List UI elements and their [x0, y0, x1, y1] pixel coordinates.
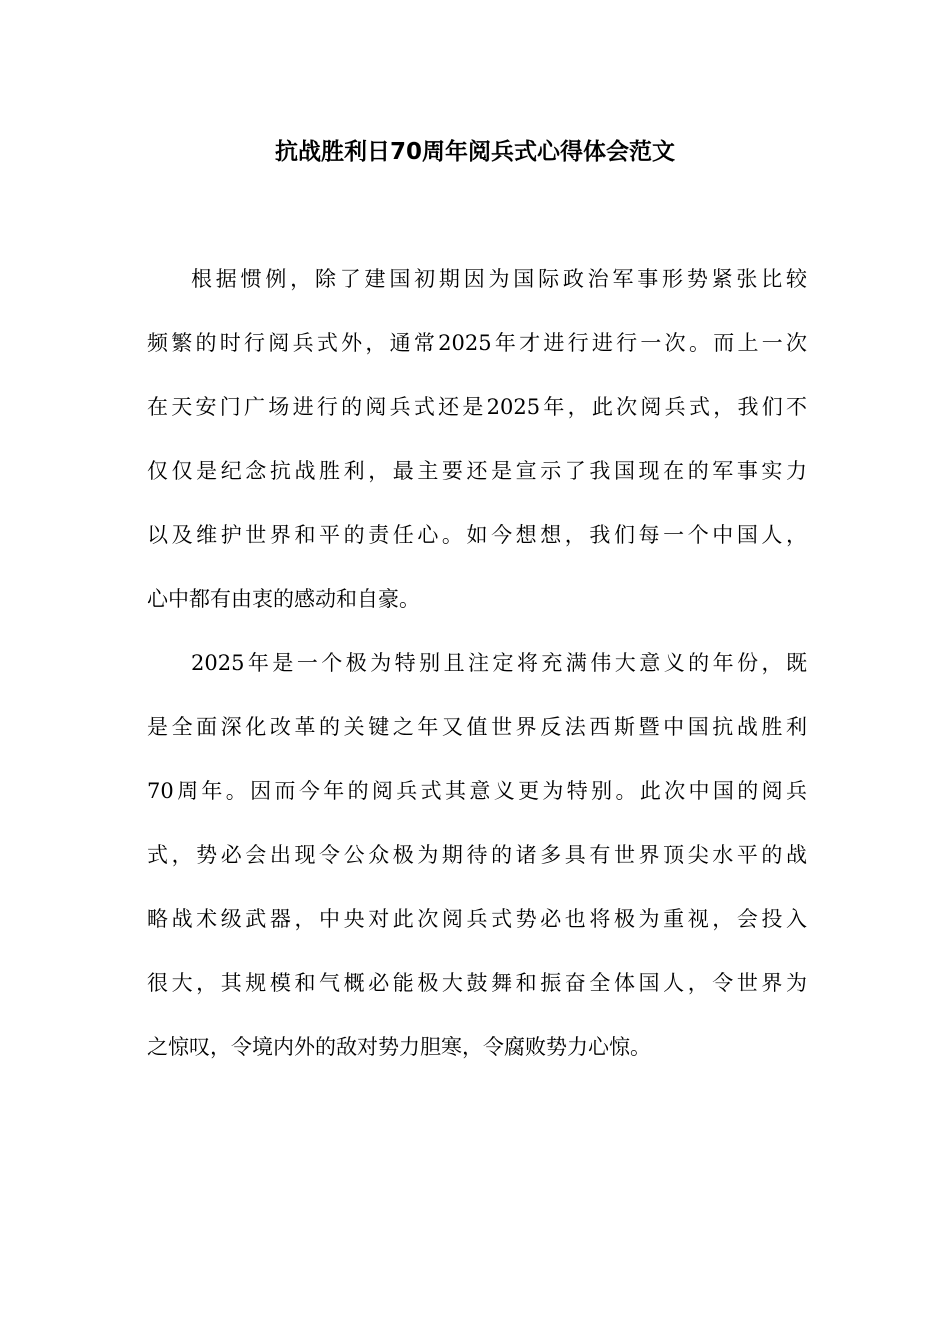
paragraph [147, 257, 807, 622]
paragraph-line: 在天安门广场进行的阅兵式还是2025年，此次阅兵式，我们不 [147, 395, 807, 419]
paragraph-line: 以及维护世界和平的责任心。如今想想，我们每一个中国人， [147, 523, 807, 547]
paragraph-line: 根据惯例，除了建国初期因为国际政治军事形势紧张比较 [191, 267, 807, 291]
document-title: 抗战胜利日70周年阅兵式心得体会范文 [274, 139, 675, 165]
paragraph-line: 心中都有由衷的感动和自豪。 [147, 587, 420, 611]
paragraph-line: 是全面深化改革的关键之年又值世界反法西斯暨中国抗战胜利 [147, 715, 807, 739]
paragraph-line: 略战术级武器，中央对此次阅兵式势必也将极为重视，会投入 [147, 907, 807, 931]
paragraph-line: 仅仅是纪念抗战胜利，最主要还是宣示了我国现在的军事实力 [147, 459, 807, 483]
paragraph-line: 很大，其规模和气概必能极大鼓舞和振奋全体国人，令世界为 [147, 971, 807, 995]
paragraph-line: 70周年。因而今年的阅兵式其意义更为特别。此次中国的阅兵 [147, 779, 807, 803]
paragraph-line: 式，势必会出现令公众极为期待的诸多具有世界顶尖水平的战 [147, 843, 807, 867]
document-body [147, 257, 807, 1089]
paragraph-line: 频繁的时行阅兵式外，通常2025年才进行进行一次。而上一次 [147, 331, 807, 355]
paragraph [147, 641, 807, 1070]
paragraph-line: 之惊叹，令境内外的敌对势力胆寒，令腐败势力心惊。 [147, 1035, 651, 1059]
paragraph-line: 2025年是一个极为特别且注定将充满伟大意义的年份，既 [191, 651, 807, 675]
